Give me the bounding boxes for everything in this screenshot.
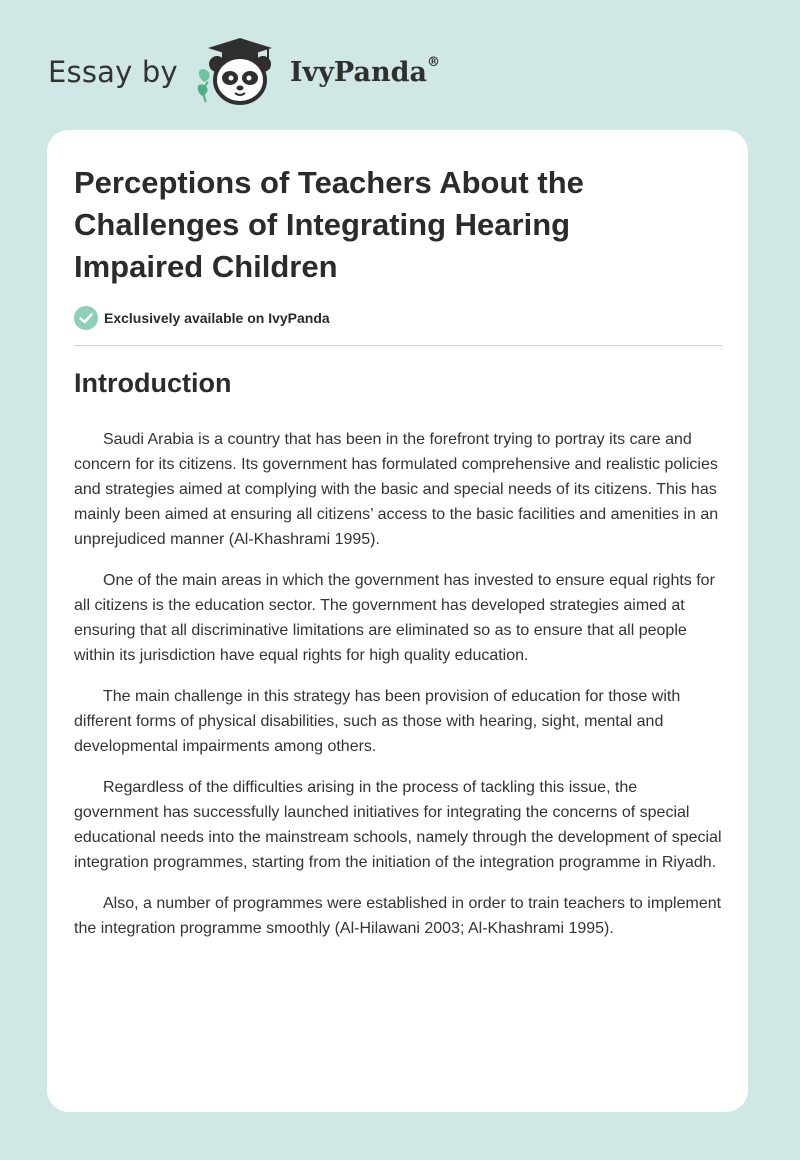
site-header — [48, 36, 440, 108]
panda-graduate-icon[interactable] — [192, 36, 288, 108]
paragraph: Also, a number of programmes were established in order to train teachers to implement the integration programme smoothly (Al-Hilawani 2003; Al-Khashrami 1995). — [74, 895, 722, 937]
paragraph: One of the main areas in which the government has invested to ensure equal rights for all citizens is the education sector. The government has developed strategies aimed at ensuring that all discriminative limitations are eliminated so as to ensure that all people within its jurisdiction have equal rights for high quality education. — [74, 572, 715, 664]
brand-name[interactable]: IvyPanda® — [289, 54, 440, 88]
essay-by-label: Essay by — [48, 55, 178, 89]
divider — [74, 345, 722, 346]
essay-card — [47, 130, 748, 1112]
page-title: Perceptions of Teachers About the Challenges of Integrating Hearing Impaired Children — [74, 165, 584, 284]
essay-body — [74, 427, 724, 957]
exclusive-badge — [74, 306, 330, 330]
paragraph: Saudi Arabia is a country that has been in the forefront trying to portray its care and concern for its citizens. Its government has formulated comprehensive and realistic policies and strategies aimed at complying with the basic and special needs of its citizens. This has mainly been aimed at ensuring all citizens’ access to the basic facilities and amenities in an unprejudiced manner (Al-Khashrami 1995). — [74, 431, 719, 548]
paragraph: Regardless of the difficulties arising in the process of tackling this issue, the government has successfully launched initiatives for integrating the concerns of special educational needs into the mainstream schools, namely through the development of special integration programmes, starting from the initiation of the integration programme in Riyadh. — [74, 779, 722, 871]
registered-mark: ® — [426, 54, 440, 70]
section-heading-introduction: Introduction — [74, 368, 232, 398]
paragraph: The main challenge in this strategy has been provision of education for those with different forms of physical disabilities, such as those with hearing, sight, mental and developmental impairments among others. — [74, 688, 681, 755]
badge-label: Exclusively available on IvyPanda — [104, 310, 330, 326]
check-circle-icon — [74, 306, 98, 330]
